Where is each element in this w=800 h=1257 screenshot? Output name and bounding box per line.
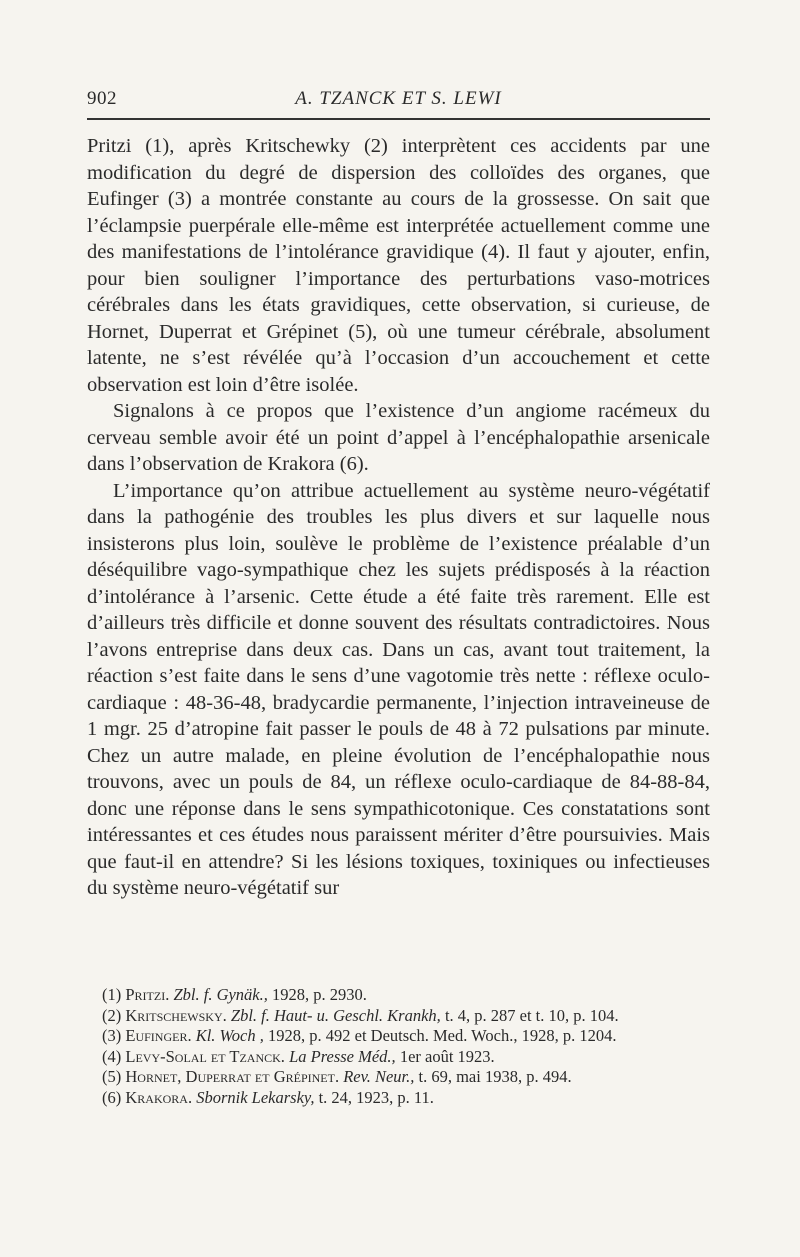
paragraph: Signalons à ce propos que l’existence d’un angiome racémeux du cerveau semble avoir été un point d’appel à l’encéphalopathie arsenicale dans l’observation de Krakora (6). <box>87 400 710 475</box>
footnote: (5) Hornet, Duperrat et Grépinet. Rev. Neur., t. 69, mai 1938, p. 494. <box>102 1067 572 1086</box>
footnote: (3) Eufinger. Kl. Woch , 1928, p. 492 et Deutsch. Med. Woch., 1928, p. 1204. <box>102 1026 617 1045</box>
footnote: (6) Krakora. Sbornik Lekarsky, t. 24, 1923, p. 11. <box>102 1087 434 1107</box>
body-text <box>87 133 710 902</box>
paragraph: Pritzi (1), après Kritschewky (2) interprètent ces accidents par une modification du degré de dispersion des colloïdes des organes, que Eufinger (3) a montrée constante au cours de la grossesse. On sait que l’éclampsie puerpérale elle-même est interprétée actuellement comme une des manifestations de l’intolérance gravidique (4). Il faut y ajouter, enfin, pour bien souligner l’importance des perturbations vaso-motrices cérébrales dans les états gravidiques, cette observation, si curieuse, de Hornet, Duperrat et Grépinet (5), où une tumeur cérébrale, absolument latente, ne s’est révélée qu’à l’occasion d’un accouchement et cette observation est loin d’être isolée. <box>87 135 710 396</box>
header-rule <box>87 118 710 120</box>
footnote: (1) Pritzi. Zbl. f. Gynäk., 1928, p. 2930. <box>102 985 367 1004</box>
running-title: A. TZANCK ET S. LEWI <box>295 88 502 109</box>
footnotes <box>87 985 710 1108</box>
paragraph: L’importance qu’on attribue actuellement au système neuro-végétatif dans la pathogénie des troubles les plus divers et sur laquelle nous insisterons plus loin, soulève le problème de l’existence préalable d’un déséquilibre vago-sympathique chez les sujets prédisposés à la réaction d’intolérance à l’arsenic. Cette étude a été faite très rarement. Elle est d’ailleurs très difficile et donne souvent des résultats contradictoires. Nous l’avons entreprise dans deux cas. Dans un cas, avant tout traitement, la réaction s’est faite dans le sens d’une vagotomie très nette : réflexe oculo-cardiaque : 48-36-48, bradycardie permanente, l’injection intraveineuse de 1 mgr. 25 d’atropine fait passer le pouls de 48 à 72 pulsations par minute. Chez un autre malade, en pleine évolution de l’encéphalopathie nous trouvons, avec un pouls de 84, un réflexe oculo-cardiaque de 84-88-84, donc une réponse dans le sens sympathicotonique. Ces constatations sont intéressantes et ces études nous paraissent mériter d’être poursuivies. Mais que faut-il en attendre? Si les lésions toxiques, toxiniques ou infectieuses du système neuro-végétatif sur <box>87 479 710 899</box>
page-number: 902 <box>87 88 117 109</box>
footnote: (2) Kritschewsky. Zbl. f. Haut- u. Geschl. Krankh, t. 4, p. 287 et t. 10, p. 104. <box>102 1005 619 1025</box>
page-header <box>87 88 710 114</box>
footnote: (4) Levy-Solal et Tzanck. La Presse Méd., 1er août 1923. <box>102 1046 495 1066</box>
